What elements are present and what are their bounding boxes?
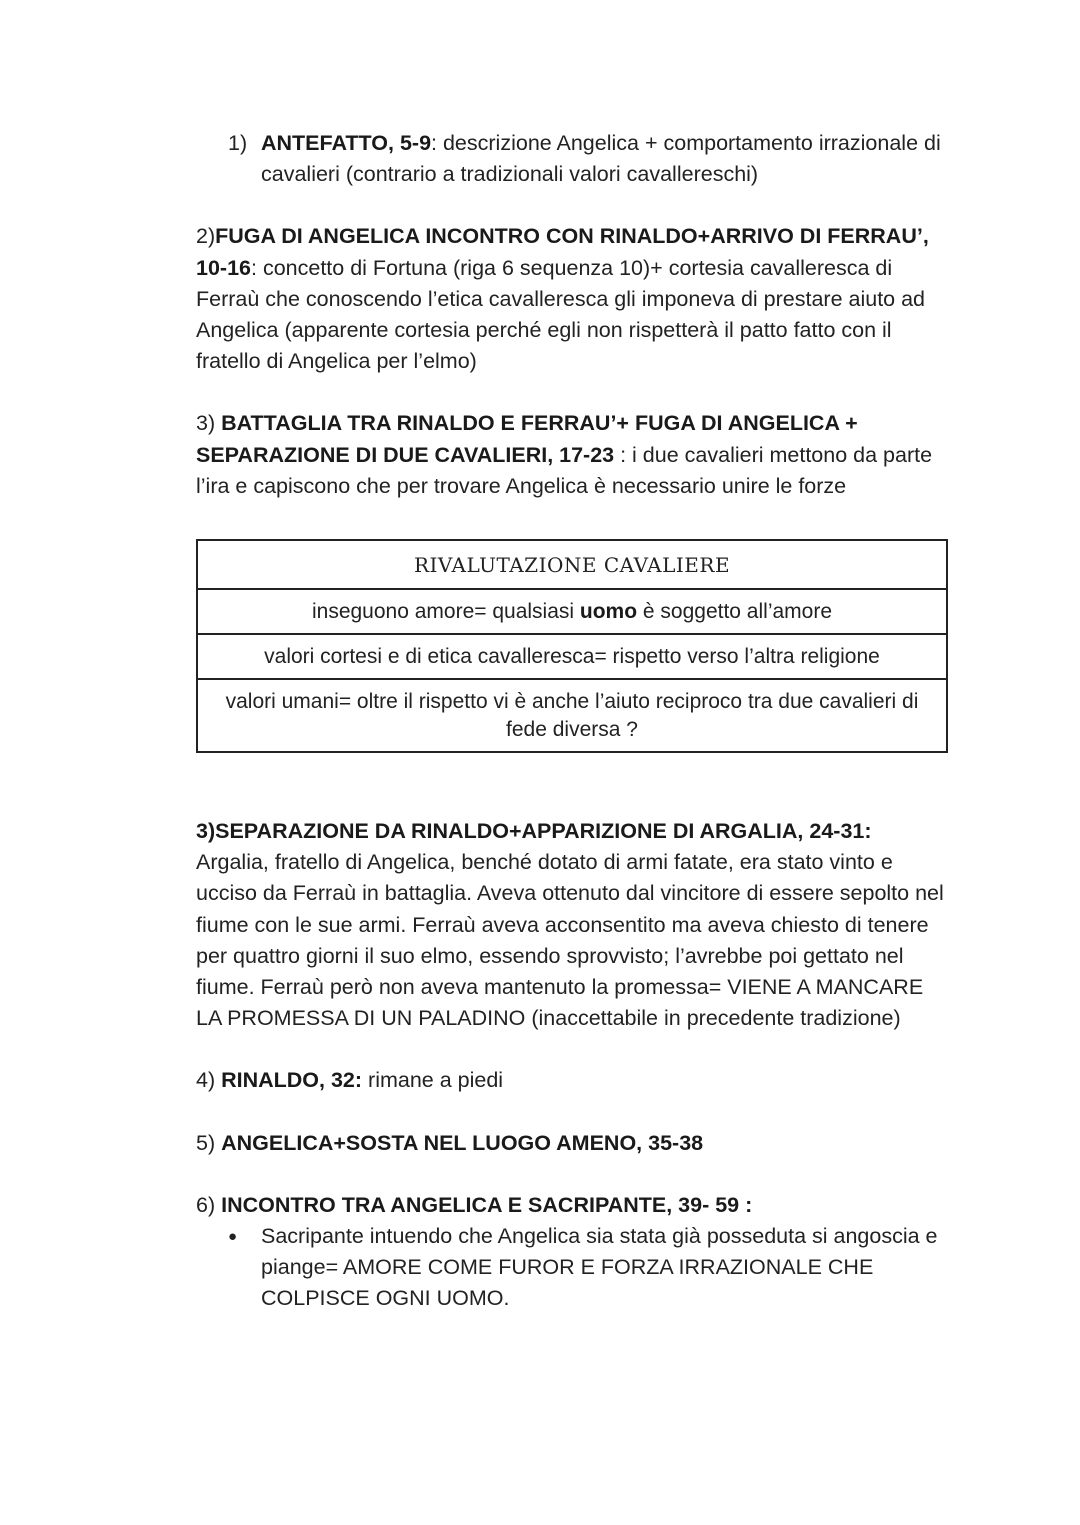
document-page bbox=[196, 128, 948, 1315]
section-6: 6) INCONTRO TRA ANGELICA E SACRIPANTE, 39- 59 : bbox=[196, 1192, 753, 1217]
section-3b-text: Argalia, fratello di Angelica, benché dotato di armi fatate, era stato vinto e ucciso da Ferraù in battaglia. Aveva ottenuto dal vincitore di essere sepolto nel fiume con le sue armi. Ferraù aveva acconsentito ma aveva chiesto di tenere per quattro giorni il suo elmo, essendo sprovvisto; l’avrebbe poi gettato nel fiume. Ferraù però non aveva mantenuto la promessa= VIENE A MANCARE LA PROMESSA DI UN PALADINO (inaccettabile in precedente tradizione) bbox=[196, 850, 944, 1031]
section-3b-title: 3)SEPARAZIONE DA RINALDO+APPARIZIONE DI ARGALIA, 24-31: bbox=[196, 819, 872, 844]
section-1-text: : descrizione Angelica + comportamento irrazionale di cavalieri (contrario a tradizionali valori cavallereschi) bbox=[261, 131, 941, 187]
section-1-number: 1) bbox=[228, 131, 248, 155]
table-cell-3: valori umani= oltre il rispetto vi è anche l’aiuto reciproco tra due cavalieri di fede diversa ? bbox=[197, 679, 947, 752]
section-1 bbox=[196, 128, 948, 190]
table-cell-1: inseguono amore= qualsiasi uomo è soggetto all’amore bbox=[197, 589, 947, 634]
section-4-text: rimane a piedi bbox=[362, 1068, 504, 1093]
section-5: 5) ANGELICA+SOSTA NEL LUOGO AMENO, 35-38 bbox=[196, 1130, 704, 1155]
section-2 bbox=[196, 221, 948, 377]
bullet-text: Sacripante intuendo che Angelica sia stata già posseduta si angoscia e piange= AMORE COME FUROR E FORZA IRRAZIONALE CHE COLPISCE OGNI UOMO. bbox=[261, 1224, 938, 1311]
section-3-text: : i due cavalieri mettono da parte l’ira e capiscono che per trovare Angelica è necessario unire le forze bbox=[196, 442, 933, 498]
section-2-title: FUGA DI ANGELICA INCONTRO CON RINALDO+ARRIVO DI FERRAU’, 10-16 bbox=[196, 224, 929, 280]
bullet-icon: ● bbox=[228, 1228, 238, 1246]
rivalutazione-table bbox=[196, 539, 948, 753]
section-3-title: BATTAGLIA TRA RINALDO E FERRAU’+ FUGA DI ANGELICA + SEPARAZIONE DI DUE CAVALIERI, 17-23 bbox=[196, 411, 858, 467]
section-2-number: 2) bbox=[196, 224, 216, 249]
section-5-title: ANGELICA+SOSTA NEL LUOGO AMENO, 35-38 bbox=[221, 1130, 704, 1155]
section-6-title: INCONTRO TRA ANGELICA E SACRIPANTE, 39- 59 : bbox=[221, 1192, 753, 1217]
section-2-text: : concetto di Fortuna (riga 6 sequenza 10)+ cortesia cavalleresca di Ferraù che conoscendo l’etica cavalleresca gli imponeva di prestare aiuto ad Angelica (apparente cortesia perché egli non rispetterà il patto fatto con il fratello di Angelica per l’elmo) bbox=[196, 255, 926, 374]
table-row bbox=[197, 589, 947, 634]
section-1-title: ANTEFATTO, 5-9 bbox=[261, 131, 432, 155]
table-header: RIVALUTAZIONE CAVALIERE bbox=[197, 540, 947, 589]
table-cell-2: valori cortesi e di etica cavalleresca= rispetto verso l’altra religione bbox=[197, 634, 947, 679]
section-3 bbox=[196, 408, 948, 502]
section-4-title: RINALDO, 32: bbox=[221, 1068, 363, 1093]
table-row bbox=[197, 540, 947, 589]
list-item bbox=[196, 1221, 948, 1315]
table-row bbox=[197, 679, 947, 752]
section-4: 4) RINALDO, 32: rimane a piedi bbox=[196, 1068, 504, 1093]
section-3b bbox=[196, 816, 948, 1034]
section-3-number: 3) bbox=[196, 411, 222, 436]
table-row bbox=[197, 634, 947, 679]
